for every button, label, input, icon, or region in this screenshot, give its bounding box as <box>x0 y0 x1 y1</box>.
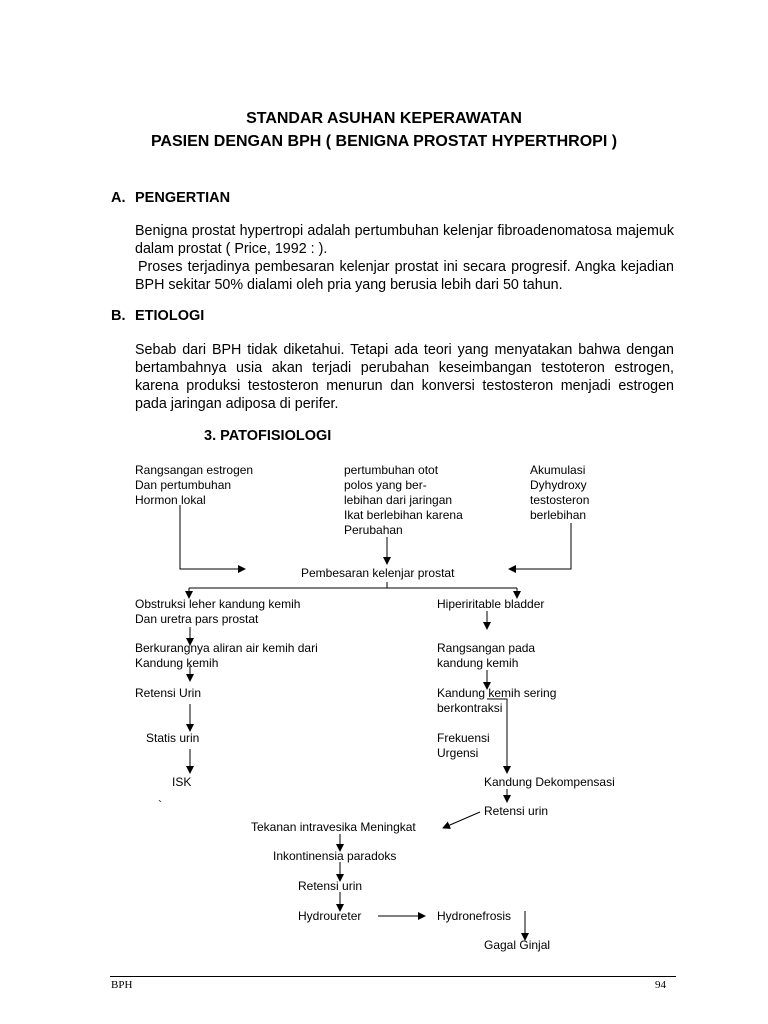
node-akumulasi: Akumulasi Dyhydroxy testosteron berlebihan <box>530 463 590 522</box>
arrow-estrogen-to-pembesaran <box>180 505 245 569</box>
section-a-paragraph-1: Benigna prostat hypertropi adalah pertumbuhan kelenjar fibroadenomatosa majemuk dalam prostat ( Price, 1992 : ). <box>135 223 674 257</box>
node-statis-urin: Statis urin <box>146 731 200 745</box>
footer-divider <box>110 976 676 977</box>
doc-title-line2: PASIEN DENGAN BPH ( BENIGNA PROSTAT HYPERTHROPI ) <box>150 133 618 150</box>
arrow-retensi-to-tekanan <box>443 812 480 828</box>
node-hiperiritable: Hiperiritable bladder <box>437 597 545 611</box>
footer-title: BPH <box>111 979 133 991</box>
node-obstruksi: Obstruksi leher kandung kemih Dan uretra pars prostat <box>135 597 301 626</box>
node-retensi-urin-bottom: Retensi urin <box>298 879 363 893</box>
section-b-paragraph-1: Sebab dari BPH tidak diketahui. Tetapi ada teori yang menyatakan bahwa dengan bertambahnya usia akan terjadi perubahan keseimbangan testoteron estrogen, karena produksi testosteron menurun dan konversi testosteron menjadi estrogen pada jaringan adiposa di perifer. <box>135 342 674 412</box>
node-berkurangnya-aliran: Berkurangnya aliran air kemih dari Kandung kemih <box>135 641 318 670</box>
node-kandung-kemih-kontraksi: Kandung kemih sering berkontraksi <box>437 686 557 715</box>
node-hydroureter: Hydroureter <box>298 909 362 923</box>
node-frekuensi-urgensi: Frekuensi Urgensi <box>437 731 490 760</box>
node-pertumbuhan-otot: pertumbuhan otot polos yang ber- lebihan dari jaringan Ikat berlebihan karena Perubahan <box>344 463 463 537</box>
arrow-akumulasi-to-pembesaran <box>509 523 571 569</box>
doc-title-line1: STANDAR ASUHAN KEPERAWATAN <box>246 110 522 127</box>
node-pembesaran-prostat: Pembesaran kelenjar prostat <box>301 566 455 580</box>
section-b-title: ETIOLOGI <box>135 308 205 324</box>
node-hydronefrosis: Hydronefrosis <box>437 909 512 923</box>
node-isk: ISK <box>172 775 192 789</box>
section-a-title: PENGERTIAN <box>135 190 231 206</box>
node-retensi-urin-left: Retensi Urin <box>135 686 202 700</box>
section-b-number: B. <box>111 308 126 324</box>
node-kandung-dekompensasi: Kandung Dekompensasi <box>484 775 615 789</box>
section-patofisiologi-heading: 3. PATOFISIOLOGI <box>204 428 332 444</box>
node-rangsangan-kandung-kemih: Rangsangan pada kandung kemih <box>437 641 536 670</box>
arrow-kontraksi-to-dekompensasi <box>487 699 507 773</box>
node-inkontinensia: Inkontinensia paradoks <box>273 849 397 863</box>
node-gagal-ginjal: Gagal Ginjal <box>484 938 551 952</box>
node-retensi-urin-right: Retensi urin <box>484 804 549 818</box>
section-a-number: A. <box>111 190 126 206</box>
page-number: 94 <box>655 979 666 991</box>
node-rangsangan-estrogen: Rangsangan estrogen Dan pertumbuhan Hormon lokal <box>135 463 254 507</box>
section-a-paragraph-2: Proses terjadinya pembesaran kelenjar prostat ini secara progresif. Angka kejadian BPH sekitar 50% dialami oleh pria yang berusia lebih dari 50 tahun. <box>135 259 674 293</box>
node-tekanan-intravesika: Tekanan intravesika Meningkat <box>251 820 416 834</box>
stray-mark: ` <box>158 798 162 812</box>
